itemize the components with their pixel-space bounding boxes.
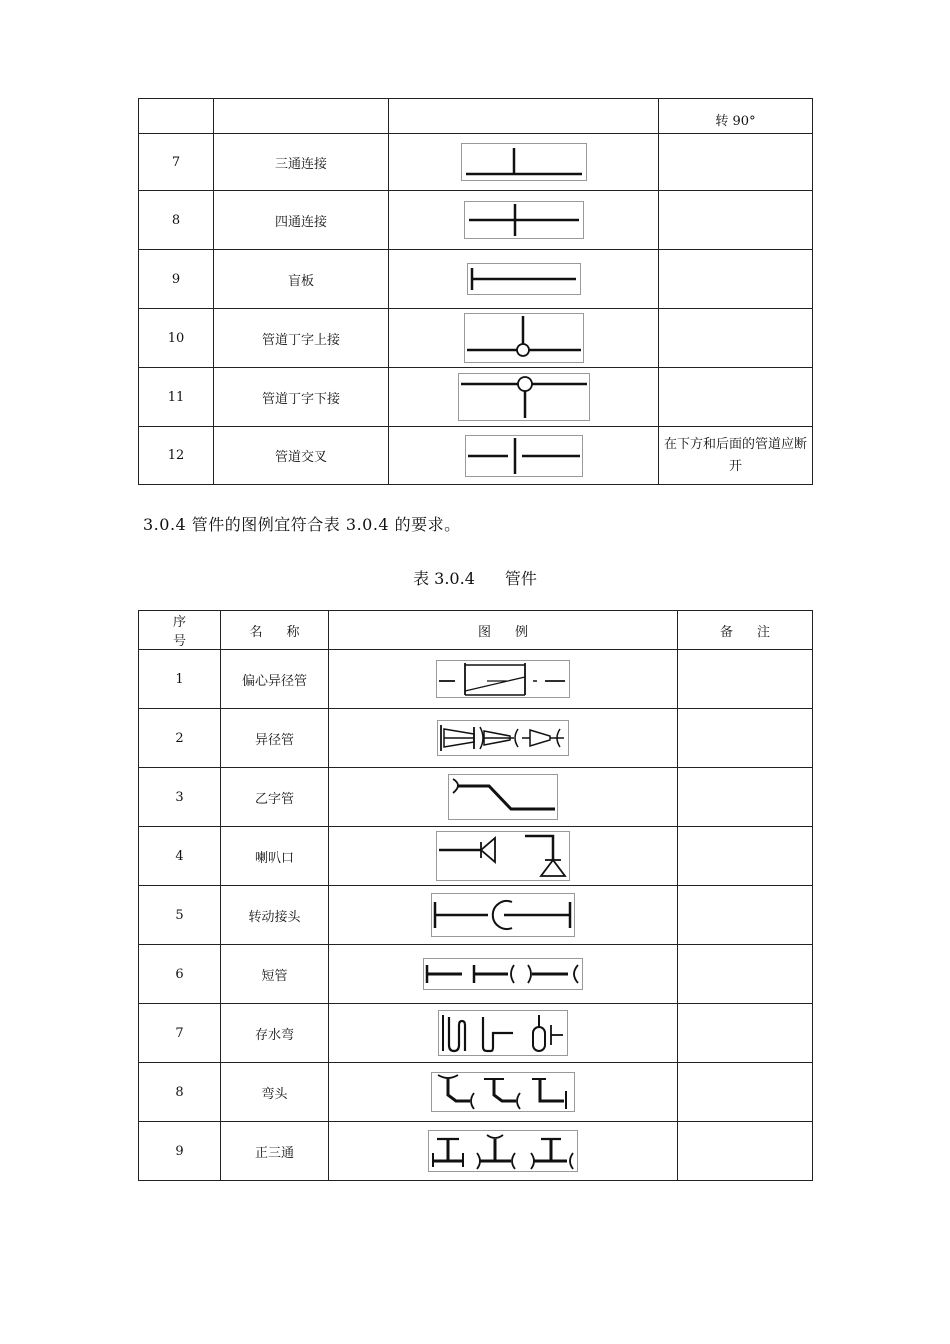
table-header-row <box>139 611 813 650</box>
cell-legend <box>329 886 678 945</box>
short-pipe-symbol <box>423 958 583 990</box>
cell-note <box>678 945 813 1004</box>
cell-name: 正三通 <box>221 1122 329 1181</box>
table-row <box>139 886 813 945</box>
cell-legend <box>389 368 659 427</box>
table-row <box>139 99 813 134</box>
cell-legend <box>389 250 659 309</box>
table-row <box>139 1063 813 1122</box>
cell-name: 转动接头 <box>221 886 329 945</box>
cell-note <box>659 99 813 134</box>
cell-no: 4 <box>139 827 221 886</box>
cell-note <box>659 368 813 427</box>
cell-legend <box>389 134 659 191</box>
cell-legend <box>329 827 678 886</box>
cell-name: 偏心异径管 <box>221 650 329 709</box>
cell-no: 7 <box>139 1004 221 1063</box>
cell-no: 6 <box>139 945 221 1004</box>
cell-no: 8 <box>139 191 214 250</box>
tee-down-symbol <box>458 373 590 421</box>
caption-title: 管件 <box>504 569 537 588</box>
cell-name <box>214 99 389 134</box>
cell-note <box>678 1063 813 1122</box>
cell-note <box>678 1122 813 1181</box>
cell-note <box>678 768 813 827</box>
header-legend: 图例 <box>329 611 678 650</box>
eccentric-reducer-symbol <box>436 660 570 698</box>
equal-tee-symbol <box>428 1130 578 1172</box>
offset-pipe-symbol <box>448 774 558 820</box>
table-row <box>139 827 813 886</box>
header-note: 备注 <box>678 611 813 650</box>
cell-legend <box>389 99 659 134</box>
table-caption <box>0 566 950 589</box>
cell-note <box>659 309 813 368</box>
note-text: 转 90° <box>715 114 756 129</box>
cell-note <box>678 650 813 709</box>
table-row <box>139 427 813 485</box>
cell-legend <box>329 768 678 827</box>
cell-legend <box>329 1004 678 1063</box>
cell-name: 异径管 <box>221 709 329 768</box>
table-row <box>139 368 813 427</box>
cell-no <box>139 99 214 134</box>
cell-no: 9 <box>139 1122 221 1181</box>
section-paragraph: 3.0.4 管件的图例宜符合表 3.0.4 的要求。 <box>143 515 461 534</box>
cell-legend <box>329 1122 678 1181</box>
reducer-symbol <box>437 720 569 756</box>
table-row <box>139 945 813 1004</box>
cell-name: 盲板 <box>214 250 389 309</box>
cell-legend <box>329 1063 678 1122</box>
pipe-fittings-table <box>138 610 813 1181</box>
cell-note <box>678 709 813 768</box>
cell-name: 三通连接 <box>214 134 389 191</box>
cell-note <box>659 191 813 250</box>
cell-name: 管道丁字下接 <box>214 368 389 427</box>
cell-name: 存水弯 <box>221 1004 329 1063</box>
table-row <box>139 250 813 309</box>
elbow-symbol <box>431 1072 575 1112</box>
bell-mouth-symbol <box>436 831 570 881</box>
cell-no: 12 <box>139 427 214 485</box>
cell-legend <box>389 191 659 250</box>
cell-name: 弯头 <box>221 1063 329 1122</box>
cross-connection-symbol <box>464 201 584 239</box>
cell-no: 11 <box>139 368 214 427</box>
cell-note <box>659 250 813 309</box>
tee-connection-symbol <box>461 143 587 181</box>
trap-symbol <box>438 1010 568 1056</box>
table-row <box>139 650 813 709</box>
cell-legend <box>329 650 678 709</box>
cell-legend <box>329 945 678 1004</box>
header-no: 序号 <box>139 611 221 650</box>
cell-no: 10 <box>139 309 214 368</box>
cell-name: 短管 <box>221 945 329 1004</box>
header-name: 名称 <box>221 611 329 650</box>
cell-name: 喇叭口 <box>221 827 329 886</box>
cell-no: 5 <box>139 886 221 945</box>
table-row <box>139 768 813 827</box>
caption-label: 表 3.0.4 <box>413 569 475 588</box>
cell-name: 乙字管 <box>221 768 329 827</box>
cell-note <box>678 827 813 886</box>
cell-note <box>659 134 813 191</box>
cell-name: 四通连接 <box>214 191 389 250</box>
cell-note: 在下方和后面的管道应断开 <box>659 427 813 485</box>
cell-legend <box>389 427 659 485</box>
table-row <box>139 1122 813 1181</box>
blind-plate-symbol <box>467 263 581 295</box>
cell-name: 管道丁字上接 <box>214 309 389 368</box>
cell-no: 9 <box>139 250 214 309</box>
cell-note <box>678 886 813 945</box>
cell-name: 管道交叉 <box>214 427 389 485</box>
swivel-joint-symbol <box>431 893 575 937</box>
table-row <box>139 191 813 250</box>
pipe-connection-table <box>138 98 813 485</box>
table-row <box>139 134 813 191</box>
cell-no: 1 <box>139 650 221 709</box>
cell-no: 7 <box>139 134 214 191</box>
table-row <box>139 309 813 368</box>
cell-no: 2 <box>139 709 221 768</box>
cell-note <box>678 1004 813 1063</box>
pipe-crossing-symbol <box>465 435 583 477</box>
table-row <box>139 709 813 768</box>
cell-legend <box>389 309 659 368</box>
table-row <box>139 1004 813 1063</box>
cell-no: 8 <box>139 1063 221 1122</box>
tee-up-symbol <box>464 313 584 363</box>
cell-no: 3 <box>139 768 221 827</box>
cell-legend <box>329 709 678 768</box>
